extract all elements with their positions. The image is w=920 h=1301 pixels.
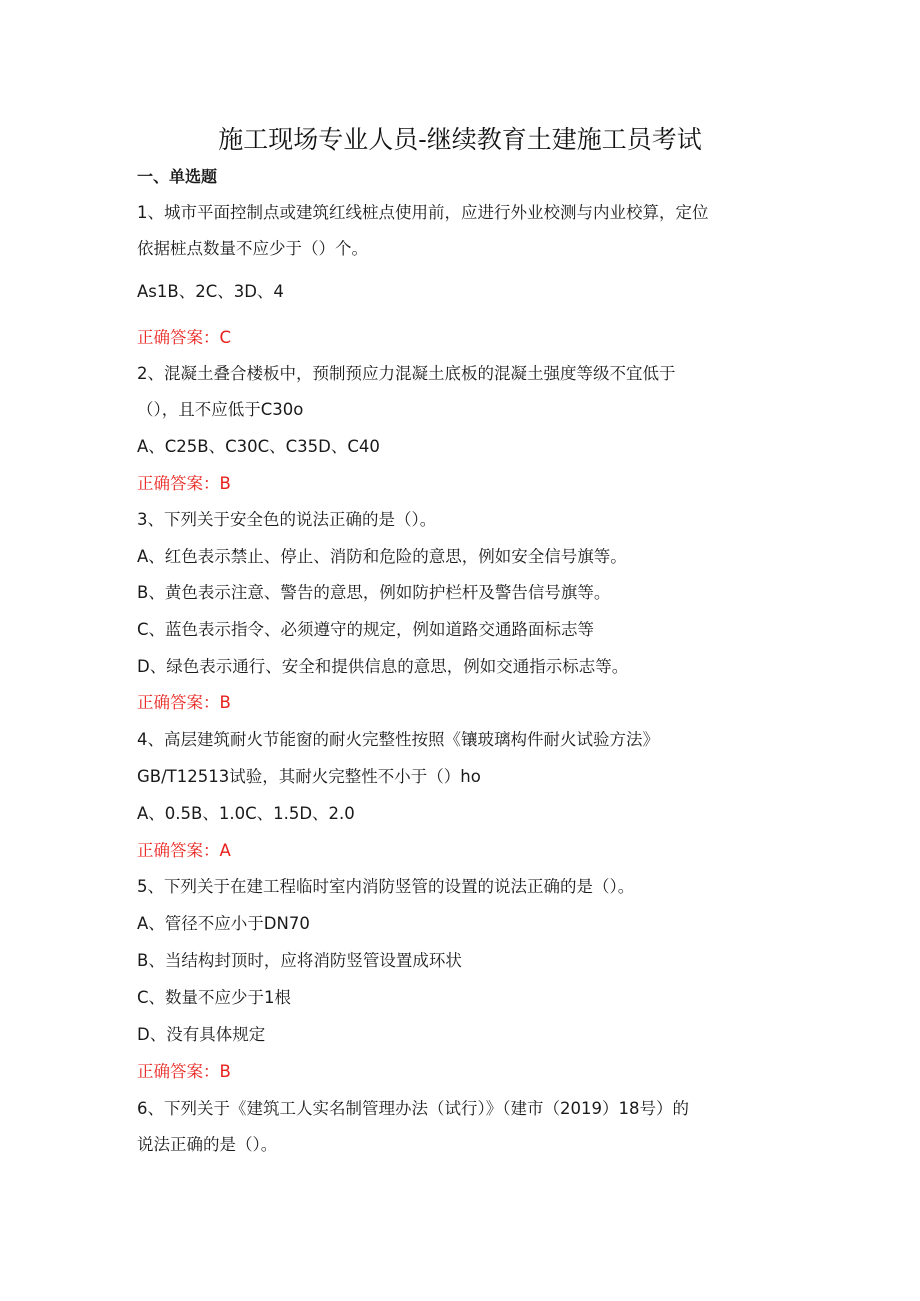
question-5-option-d: D、没有具体规定 — [137, 1025, 266, 1044]
question-4-options: A、0.5B、1.0C、1.5D、2.0 — [137, 804, 355, 823]
question-3-option-a: A、红色表示禁止、停止、消防和危险的意思，例如安全信号旗等。 — [137, 547, 627, 566]
question-3-option-b: B、黄色表示注意、警告的意思，例如防护栏杆及警告信号旗等。 — [137, 583, 611, 602]
question-5-stem-line-1: 5、下列关于在建工程临时室内消防竖管的设置的说法正确的是（）。 — [137, 877, 635, 896]
question-5-option-b: B、当结构封顶时，应将消防竖管设置成环状 — [137, 951, 462, 970]
question-1-stem-line-2: 依据桩点数量不应少于（）个。 — [137, 239, 368, 258]
question-4-answer: 正确答案：A — [137, 841, 231, 860]
question-2-stem-line-2: （），且不应低于C30o — [137, 400, 304, 419]
question-2-stem-line-1: 2、混凝土叠合楼板中，预制预应力混凝土底板的混凝土强度等级不宜低于 — [137, 364, 676, 383]
question-2-answer: 正确答案：B — [137, 474, 231, 493]
question-2-options: A、C25B、C30C、C35D、C40 — [137, 437, 380, 456]
question-6-stem-line-2: 说法正确的是（）。 — [137, 1135, 278, 1154]
question-1-stem-line-1: 1、城市平面控制点或建筑红线桩点使用前，应进行外业校测与内业校算，定位 — [137, 203, 709, 222]
question-6-stem-line-1: 6、下列关于《建筑工人实名制管理办法（试行）》（建市（2019）18号）的 — [137, 1099, 689, 1118]
document-title: 施工现场专业人员-继续教育土建施工员考试 — [218, 125, 702, 154]
question-4-stem-line-1: 4、高层建筑耐火节能窗的耐火完整性按照《镶玻璃构件耐火试验方法》 — [137, 730, 659, 749]
question-3-option-c: C、蓝色表示指令、必须遵守的规定，例如道路交通路面标志等 — [137, 620, 595, 639]
question-1-answer: 正确答案：C — [137, 328, 232, 347]
question-1-options: As1B、2C、3D、4 — [137, 282, 284, 301]
question-5-option-c: C、数量不应少于1根 — [137, 988, 292, 1007]
question-5-answer: 正确答案：B — [137, 1062, 231, 1081]
section-heading: 一、单选题 — [137, 167, 218, 186]
question-3-answer: 正确答案：B — [137, 693, 231, 712]
question-3-stem-line-1: 3、下列关于安全色的说法正确的是（）。 — [137, 510, 437, 529]
question-4-stem-line-2: GB/T12513试验，其耐火完整性不小于（）ho — [137, 767, 481, 786]
question-5-option-a: A、管径不应小于DN70 — [137, 914, 310, 933]
question-3-option-d: D、绿色表示通行、安全和提供信息的意思，例如交通指示标志等。 — [137, 657, 629, 676]
